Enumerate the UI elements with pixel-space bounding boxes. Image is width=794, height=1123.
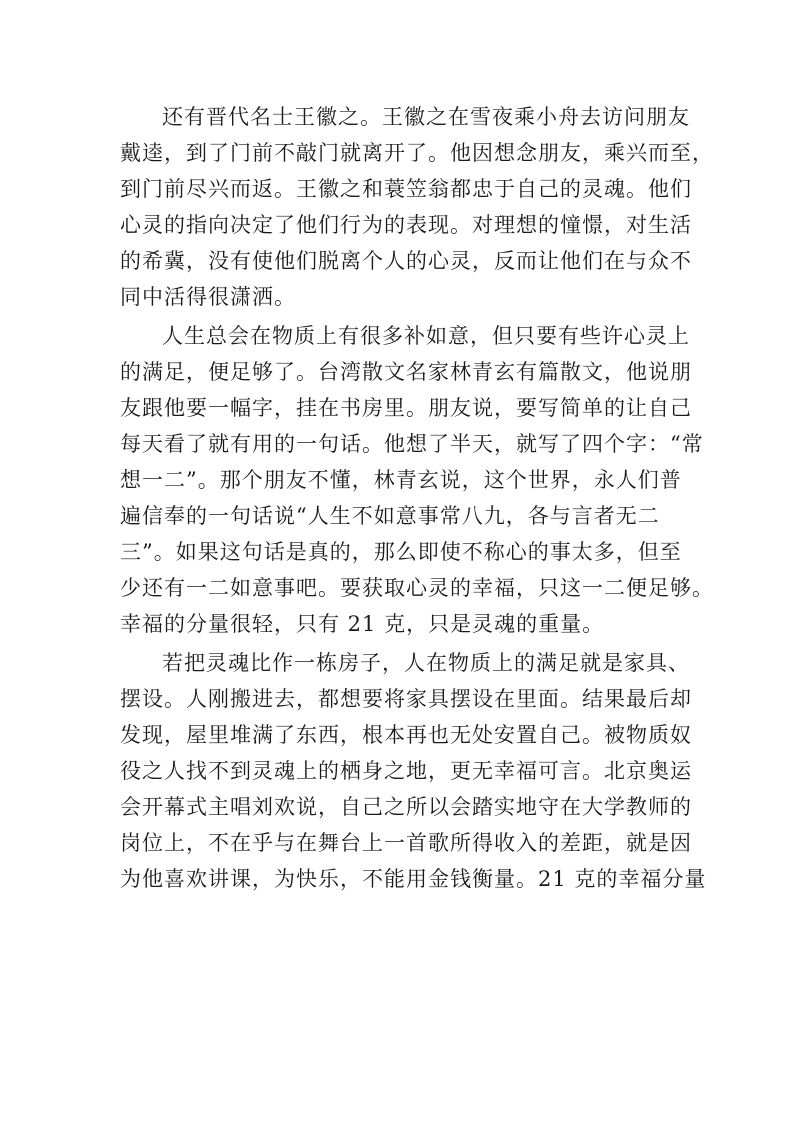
paragraph-2-line-5: 想一二”。那个朋友不懂，林青玄说，这个世界，永人们普 bbox=[120, 468, 682, 492]
paragraph-3-line-3: 发现，屋里堆满了东西，根本再也无处安置自己。被物质奴 bbox=[120, 723, 692, 747]
paragraph-1-line-5: 的希冀，没有使他们脱离个人的心灵，反而让他们在与众不 bbox=[120, 249, 692, 273]
paragraph-3-line-2: 摆设。人刚搬进去，都想要将家具摆设在里面。结果最后却 bbox=[120, 687, 692, 711]
paragraph-3-line-4: 役之人找不到灵魂上的栖身之地，更无幸福可言。北京奥运 bbox=[120, 759, 692, 783]
paragraph-2-line-4: 每天看了就有用的一句话。他想了半天，就写了四个字：“常 bbox=[120, 432, 704, 456]
paragraph-3-line-1: 若把灵魂比作一栋房子，人在物质上的满足就是家具、 bbox=[162, 651, 690, 675]
paragraph-2-line-1: 人生总会在物质上有很多补如意，但只要有些许心灵上 bbox=[162, 324, 690, 348]
paragraph-2-line-9: 幸福的分量很轻，只有 21 克，只是灵魂的重量。 bbox=[120, 612, 605, 636]
paragraph-1-line-1: 还有晋代名士王徽之。王徽之在雪夜乘小舟去访问朋友 bbox=[162, 105, 690, 129]
paragraph-2-line-2: 的满足，便足够了。台湾散文名家林青玄有篇散文，他说朋 bbox=[120, 360, 692, 384]
paragraph-1-line-6: 同中活得很潇洒。 bbox=[120, 285, 296, 309]
paragraph-2-line-6: 遍信奉的一句话说“人生不如意事常八九，各与言者无二 bbox=[120, 504, 660, 528]
paragraph-1-line-4: 心灵的指向决定了他们行为的表现。对理想的憧憬，对生活 bbox=[120, 213, 692, 237]
paragraph-2-line-3: 友跟他要一幅字，挂在书房里。朋友说，要写简单的让自己 bbox=[120, 396, 692, 420]
paragraph-2-line-8: 少还有一二如意事吧。要获取心灵的幸福，只这一二便足够。 bbox=[120, 576, 714, 600]
paragraph-3-line-6: 岗位上，不在乎与在舞台上一首歌所得收入的差距，就是因 bbox=[120, 831, 692, 855]
paragraph-1-line-2: 戴逵，到了门前不敲门就离开了。他因想念朋友，乘兴而至， bbox=[120, 141, 714, 165]
paragraph-3-line-5: 会开幕式主唱刘欢说，自己之所以会踏实地守在大学教师的 bbox=[120, 795, 692, 819]
paragraph-2-line-7: 三”。如果这句话是真的，那么即使不称心的事太多，但至 bbox=[120, 540, 682, 564]
paragraph-1-line-3: 到门前尽兴而返。王徽之和蓑笠翁都忠于自己的灵魂。他们 bbox=[120, 177, 692, 201]
paragraph-3-line-7: 为他喜欢讲课，为快乐，不能用金钱衡量。21 克的幸福分量 bbox=[120, 867, 707, 891]
